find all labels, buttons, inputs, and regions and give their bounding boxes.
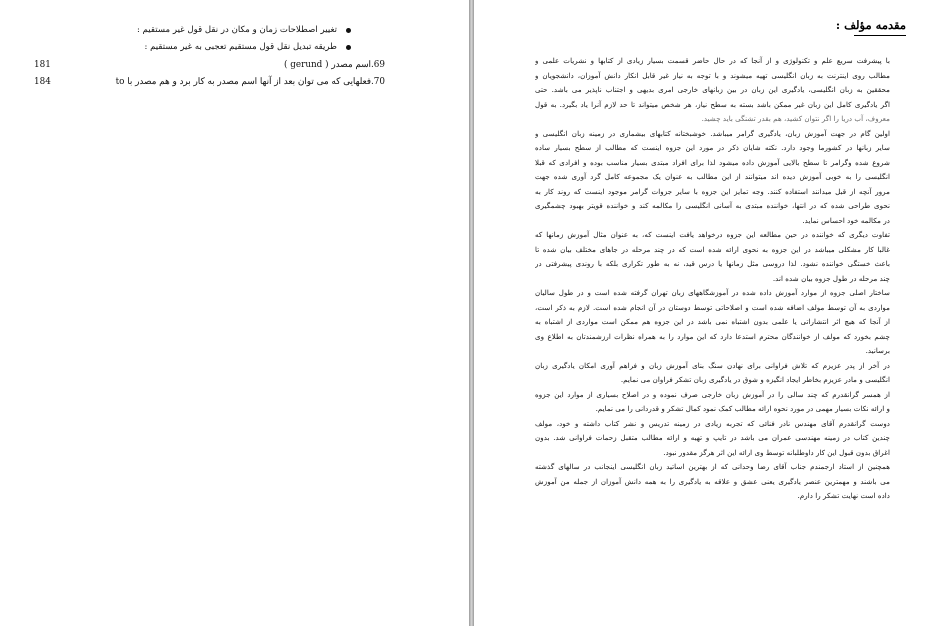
left-page — [0, 0, 469, 626]
toc-entry-title — [284, 57, 385, 73]
preface-paragraph — [535, 460, 890, 504]
preface-line: برسانید. — [865, 346, 890, 355]
preface-line: با پیشرفت سریع علم و تکنولوژی و از آنجا که در حال حاضر قسمت بسیار زیادی از کتابها و نشریات علمی و — [535, 56, 890, 65]
toc-entry[interactable] — [34, 57, 385, 73]
preface-line: شروع شده وگرامر تا سطح بالایی آموزش داده میشود لذا برای افراد مبتدی بسیار مناسب بوده و افرادی که قبلا — [535, 157, 890, 167]
preface-line: اگر یادگیری کامل این زبان غیر ممکن باشد بسته به سطح نیاز، هر شخص میتواند تا حد لازم آنرا یاد بگیرد. به قول — [535, 99, 890, 109]
preface-paragraph — [535, 286, 890, 359]
right-page — [474, 0, 943, 626]
toc-entry-tail: to — [115, 77, 125, 87]
preface-line: می باشند و مهمترین عنصر یادگیری یعنی عشق و علاقه به یادگیری را به همه دانش آموزان از جمله من آموزش — [535, 476, 890, 486]
preface-line: اغراق بدون قبول این کار داوطلبانه توسط وی ارائه این اثر هرگز مقدور نبود. — [663, 447, 890, 457]
preface-line: از آنجا که هیچ اثر انتشاراتی یا علمی بدون اشتباه نمی باشد در این جزوه هم ممکن است مواردی از اشتباه به — [535, 317, 890, 326]
preface-line: چندین کتاب در زمینه مهندسی عمران می باشد در تایپ و تهیه و ارائه مطالب متقبل زحمات فراوانی شد. بدون — [535, 433, 890, 442]
preface-line: مواردی به آن توسط مولف اضافه شده است و اصلاحاتی توسط دوستان در آن انجام شده است. لازم به ذکر است، — [535, 302, 890, 312]
preface-line: اولین گام در جهت آموزش زبان، یادگیری گرامر میباشد. خوشبختانه کتابهای بیشماری در زمینه زبان انگلیسی و — [535, 128, 890, 138]
toc-entry-number: 70. — [371, 77, 385, 87]
preface-line: در مکالمه خود احساس نماید. — [802, 215, 890, 225]
toc-entry-title — [116, 74, 385, 90]
preface-line: چند مرحله در طول جزوه بیان شده اند. — [772, 273, 890, 283]
bullet-icon — [346, 28, 351, 33]
preface-line: مطالب روی اینترنت به زبان انگلیسی تهیه میشوند و با توجه به نیاز غیر قابل انکار دانش آموزان، دانشجویان و — [535, 70, 890, 80]
preface-line: سایر زبانها در کشورما وجود دارد. نکته شایان ذکر در مورد این جزوه اینست که مطالب از سطح بسیار ساده — [535, 143, 890, 152]
toc-page-number: 184 — [34, 77, 51, 87]
toc-entry-text: اسم مصدر ( gerund ) — [284, 60, 371, 70]
preface-line: تفاوت دیگری که خواننده در حین مطالعه این جزوه درخواهد یافت اینست که، به عنوان مثال آموزش زمانها که — [535, 230, 890, 239]
preface-line: داده است نهایت تشکر را دارم. — [797, 491, 890, 500]
preface-paragraph — [535, 388, 890, 417]
bullet-icon — [346, 45, 351, 50]
title-underline — [854, 35, 906, 36]
preface-line: از همسر گرانقدرم که چند سالی را در آموزش زبان خارجی صرف نموده و در اصلاح بسیاری از موارد این جزوه — [535, 389, 890, 399]
preface-line: در آخر از پدر عزیزم که تلاش فراوانی برای نهادن سنگ بنای آموزش زبان و فراهم آوری امکان یادگیری زبان — [535, 360, 890, 370]
toc-bullet-item[interactable] — [51, 22, 351, 39]
preface-line: غالبا کار مشکلی میباشد در این جزوه به نحوی ارائه شده است که در چند مرحله در جاهای مختلف بیان شده تا — [535, 244, 890, 254]
toc-entry-text: فعلهایی که می توان بعد از آنها اسم مصدر به کار برد و هم مصدر با — [127, 77, 371, 87]
preface-line: انگلیسی و مادر عزیزم بخاطر ایجاد انگیزه و شوق در یادگیری زبان تشکر فراوان می نمایم. — [620, 375, 890, 384]
toc-page-number: 181 — [34, 60, 51, 70]
toc-bullet-item[interactable] — [51, 39, 351, 56]
preface-paragraph — [535, 359, 890, 388]
preface-paragraph — [535, 127, 890, 229]
preface-paragraph — [535, 417, 890, 461]
preface-line: انگلیسی را به خوبی آموزش دیده اند میتوانند از این مطالب به عنوان یک مجموعه کامل گرد آوری شده جهت — [535, 172, 890, 181]
preface-line: چشم بخورد که مولف از خوانندگان محترم استدعا دارد که این موارد را به همراه نظرات ارزشمندتان به اطلاع وی — [535, 331, 890, 341]
preface-paragraph — [535, 228, 890, 286]
toc-bullet-list — [51, 22, 351, 56]
preface-line: ساختار اصلی جزوه از موارد آموزش داده شده در آموزشگاههای زبان تهران گرفته شده است و در طول سالیان — [535, 288, 890, 297]
toc-bullet-text: طریقه تبدیل نقل قول مستقیم تعجبی به غیر مستقیم : — [144, 42, 337, 52]
preface-line: و ارائه نکات بسیار مهمی در مورد نحوه ارائه مطالب کمک نمود کمال تشکر و قدردانی را می نمایم. — [595, 404, 890, 413]
toc-bullet-text: تغییر اصطلاحات زمان و مکان در نقل قول غیر مستقیم : — [136, 25, 337, 35]
preface-paragraph — [535, 54, 890, 127]
preface-line: نحوی طراحی شده که در انتها، خواننده مبتدی به آسانی انگلیسی را مکالمه کند و خواننده قویتر بهبود چشمگیری — [535, 201, 890, 210]
preface-line: معروف، آب دریا را اگر نتوان کشید، هم بقدر تشنگی باید چشید. — [701, 114, 890, 123]
preface-line: مرور آنچه از قبل میدانند استفاده کنند. وجه تمایز این جزوه با سایر جزوات گرامر موجود اینست که روند کار به — [535, 186, 890, 196]
toc-entry-number: 69. — [371, 60, 385, 70]
page-title: مقدمه مؤلف : — [835, 18, 906, 32]
preface-line: محققین به زبان انگلیسی، یادگیری این زبان در بین زبانهای خارجی امری بدیهی و اجتناب ناپذیر می باشد. حتی — [535, 85, 890, 94]
preface-line: دوست گرانقدرم آقای مهندس نادر فنائی که تجربه زیادی در زمینه تدریس و نشر کتاب داشته و خود، مولف — [535, 418, 890, 428]
preface-line: باعث خستگی خواننده نشود. لذا دروسی مثل زمانها یا درس قید، نه به طور تکراری بلکه با روندی پیشرفتی در — [535, 259, 890, 268]
preface-body — [535, 54, 890, 504]
preface-line: همچنین از استاد ارجمندم جناب آقای رضا وحدانی که از بهترین اساتید زبان انگلیسی اینجانب در سالهای گذشته — [535, 462, 890, 471]
toc-entry[interactable] — [34, 74, 385, 90]
